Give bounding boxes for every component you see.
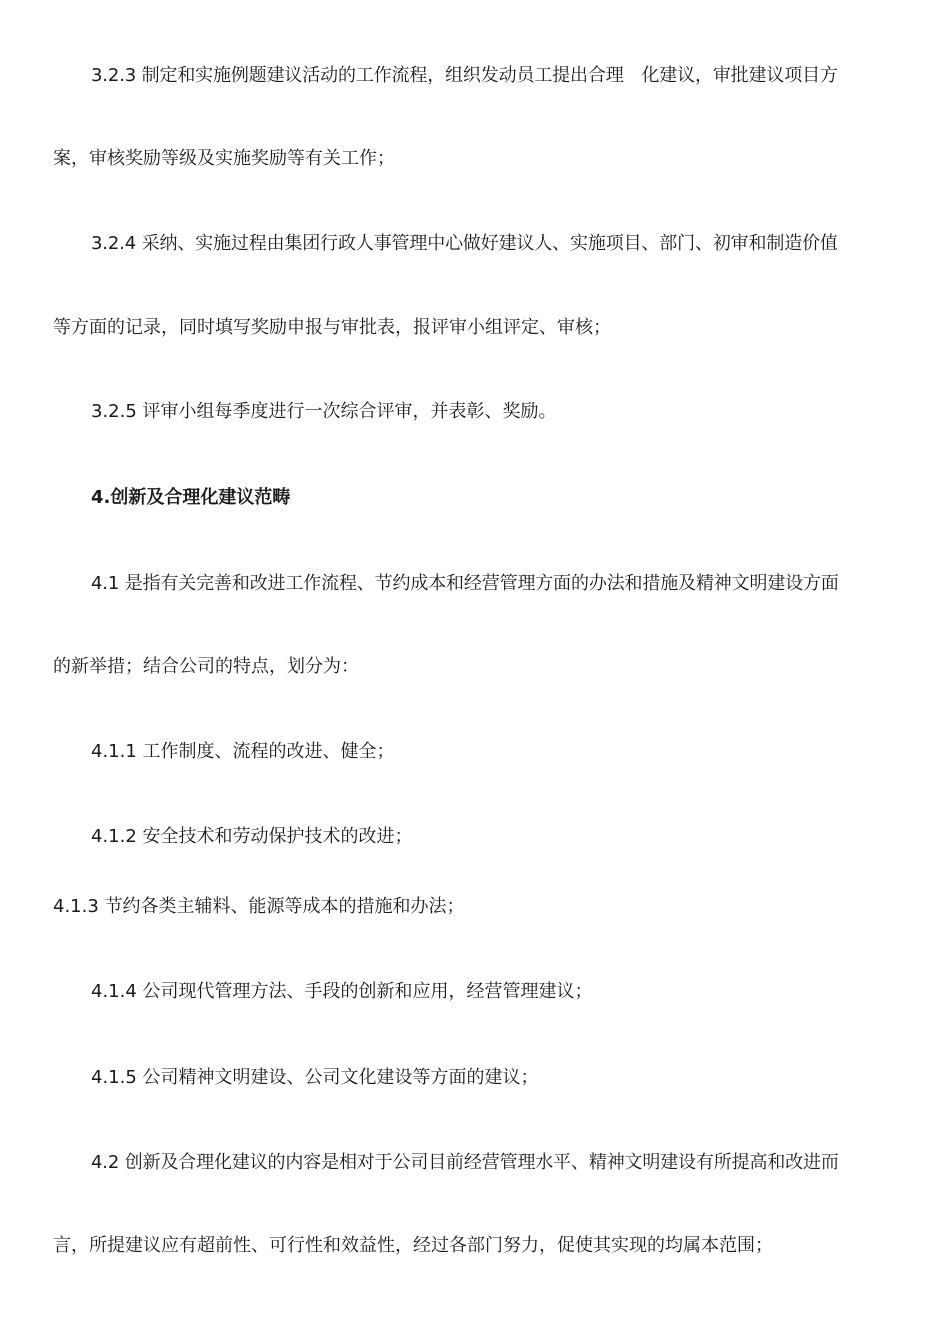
paragraph-3-2-3-line-2: 案，审核奖励等级及实施奖励等有关工作； — [53, 148, 395, 169]
list-item-4-1-1: 4.1.1 工作制度、流程的改进、健全； — [91, 741, 395, 762]
section-heading-4: 4.创新及合理化建议范畴 — [91, 487, 291, 508]
paragraph-4-1-line-1: 4.1 是指有关完善和改进工作流程、节约成本和经营管理方面的办法和措施及精神文明建设方面 — [91, 573, 839, 594]
list-item-4-1-3: 4.1.3 节约各类主辅料、能源等成本的措施和办法； — [53, 896, 465, 917]
list-item-4-1-2: 4.1.2 安全技术和劳动保护技术的改进； — [91, 826, 413, 847]
list-item-4-1-5: 4.1.5 公司精神文明建设、公司文化建设等方面的建议； — [91, 1067, 539, 1088]
paragraph-3-2-5: 3.2.5 评审小组每季度进行一次综合评审，并表彰、奖励。 — [91, 401, 557, 422]
paragraph-4-1-line-2: 的新举措；结合公司的特点，划分为： — [53, 656, 359, 677]
paragraph-3-2-4-line-2: 等方面的记录，同时填写奖励申报与审批表，报评审小组评定、审核； — [53, 317, 611, 338]
paragraph-4-2-line-2: 言，所提建议应有超前性、可行性和效益性，经过各部门努力，促使其实现的均属本范围； — [53, 1235, 773, 1256]
paragraph-3-2-3-line-1: 3.2.3 制定和实施例题建议活动的工作流程，组织发动员工提出合理 化建议，审批建议项目方 — [91, 65, 838, 86]
paragraph-4-2-line-1: 4.2 创新及合理化建议的内容是相对于公司目前经营管理水平、精神文明建设有所提高和改进而 — [91, 1152, 839, 1173]
paragraph-3-2-4-line-1: 3.2.4 采纳、实施过程由集团行政人事管理中心做好建议人、实施项目、部门、初审和制造价值 — [91, 233, 838, 254]
list-item-4-1-4: 4.1.4 公司现代管理方法、手段的创新和应用，经营管理建议； — [91, 981, 593, 1002]
